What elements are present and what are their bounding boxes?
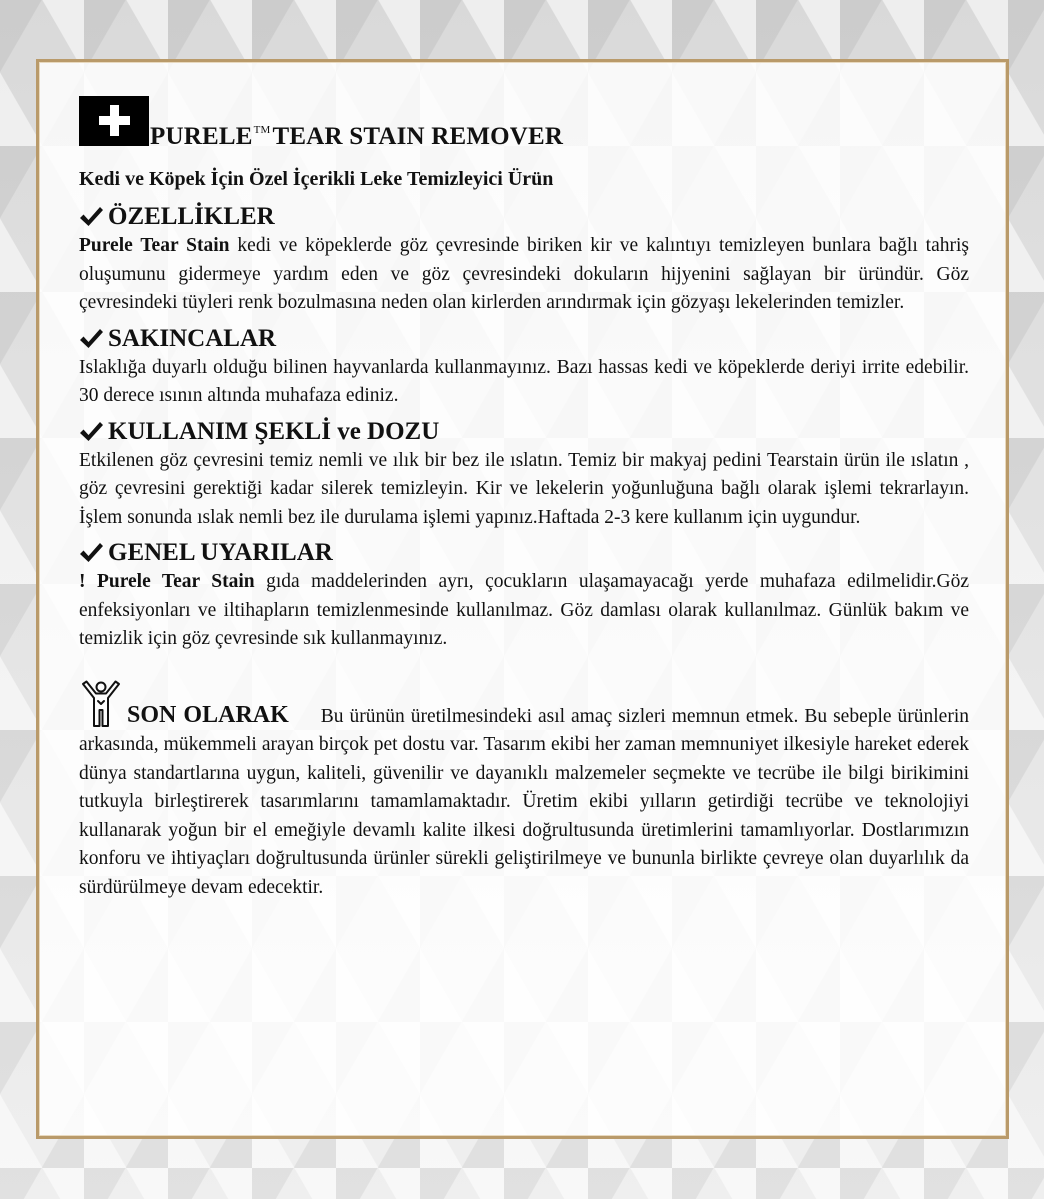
section-heading-sakincalar <box>79 324 969 354</box>
warning-lead-bold: ! Purele Tear Stain <box>79 571 255 592</box>
checkmark-icon <box>79 420 104 444</box>
title-row <box>79 90 969 150</box>
product-name: TEAR STAIN REMOVER <box>272 123 564 150</box>
section-heading-text: SAKINCALAR <box>108 324 277 352</box>
paragraph-text: kedi ve köpeklerde göz çevresinde biriken kir ve kalıntıyı temizleyen bunlara bağlı tahriş oluşumunu gidermeye yardım eden ve göz çevresindeki dokuların hijyenini sağlayan bir üründür. Göz çevresindeki tüyleri renk bozulmasına neden olan kirlerden arındırmak için gözyaşı lekelerinden temizler. <box>79 235 969 313</box>
trademark-mark: TM <box>253 124 271 136</box>
conclusion-paragraph: Bu ürünün üretilmesindeki asıl amaç sizleri memnun etmek. Bu sebeple ürünlerin arkasında, mükemmeli arayan birçok pet dostu var. Tasarım ekibi her zaman memnuniyet ilkesiyle hareket ederek dünya standartlarına uygun, kaliteli, güvenilir ve dayanıklı malzemeler seçmekte ve tecrübe ile bilgi birikimini tutkuyla birleştirerek tasarımlarını tamamlamaktadır. Üretim ekibi yılların getirdiği tecrübe ve teknolojiyi kullanarak yoğun bir el emeğiyle devamlı kalite ilkesi doğrultusunda üretimlerini tamamlıyorlar. Dostlarımızın konforu ve ihtiyaçları doğrultusunda ürünler sürekli geliştirilmeye ve bununla birlikte çevreye olan duyarlılık da sürdürülmeye devam edecektir. <box>79 705 969 898</box>
page-title <box>150 124 563 149</box>
product-name-bold: Purele Tear Stain <box>79 235 230 256</box>
section-heading-text: GENEL UYARILAR <box>108 539 333 566</box>
checkmark-icon <box>79 541 104 565</box>
brand-name: PURELE <box>150 123 253 150</box>
paragraph-text: gıda maddelerinden ayrı, çocukların ulaşamayacağı yerde muhafaza edilmelidir.Göz enfeksiyonları ve iltihapların temizlenmesinde kullanılmaz. Göz damlası olarak kullanılmaz. Günlük bakım ve temizlik için göz çevresinde sık kullanmayınız. <box>79 571 969 649</box>
page-subtitle: Kedi ve Köpek İçin Özel İçerikli Leke Temizleyici Ürün <box>79 168 554 190</box>
medical-cross-icon <box>79 96 149 146</box>
section-heading-kullanim <box>79 417 969 447</box>
conclusion-heading: SON OLARAK <box>127 701 289 728</box>
section-heading-genel-uyarilar <box>79 538 969 568</box>
checkmark-icon <box>79 205 104 229</box>
checkmark-icon <box>79 327 104 351</box>
section-heading-ozellikler <box>79 202 969 232</box>
content-panel <box>36 59 1009 1139</box>
conclusion-block <box>79 680 969 903</box>
section-heading-text: ÖZELLİKLER <box>108 203 275 230</box>
section-heading-text: KULLANIM ŞEKLİ ve DOZU <box>108 417 440 445</box>
section-paragraph-genel-uyarilar <box>79 568 969 654</box>
person-arms-up-icon <box>79 680 123 728</box>
content-body <box>79 90 969 902</box>
section-paragraph-ozellikler <box>79 232 969 318</box>
section-paragraph-kullanim: Etkilenen göz çevresini temiz nemli ve ılık bir bez ile ıslatın. Temiz bir makyaj pedini Tearstain ürün ile ıslatın , göz çevresini gerektiği kadar silerek temizleyin. Kir ve lekelerin yoğunluğuna bağlı olarak işlemi tekrarlayın. İşlem sonunda ıslak nemli bez ile durulama işlemi yapınız.Haftada 2-3 kere kullanım için uygundur. <box>79 449 969 528</box>
section-paragraph-sakincalar: Islaklığa duyarlı olduğu bilinen hayvanlarda kullanmayınız. Bazı hassas kedi ve köpeklerde deriyi irrite edebilir. 30 derece ısının altında muhafaza ediniz. <box>79 356 969 406</box>
